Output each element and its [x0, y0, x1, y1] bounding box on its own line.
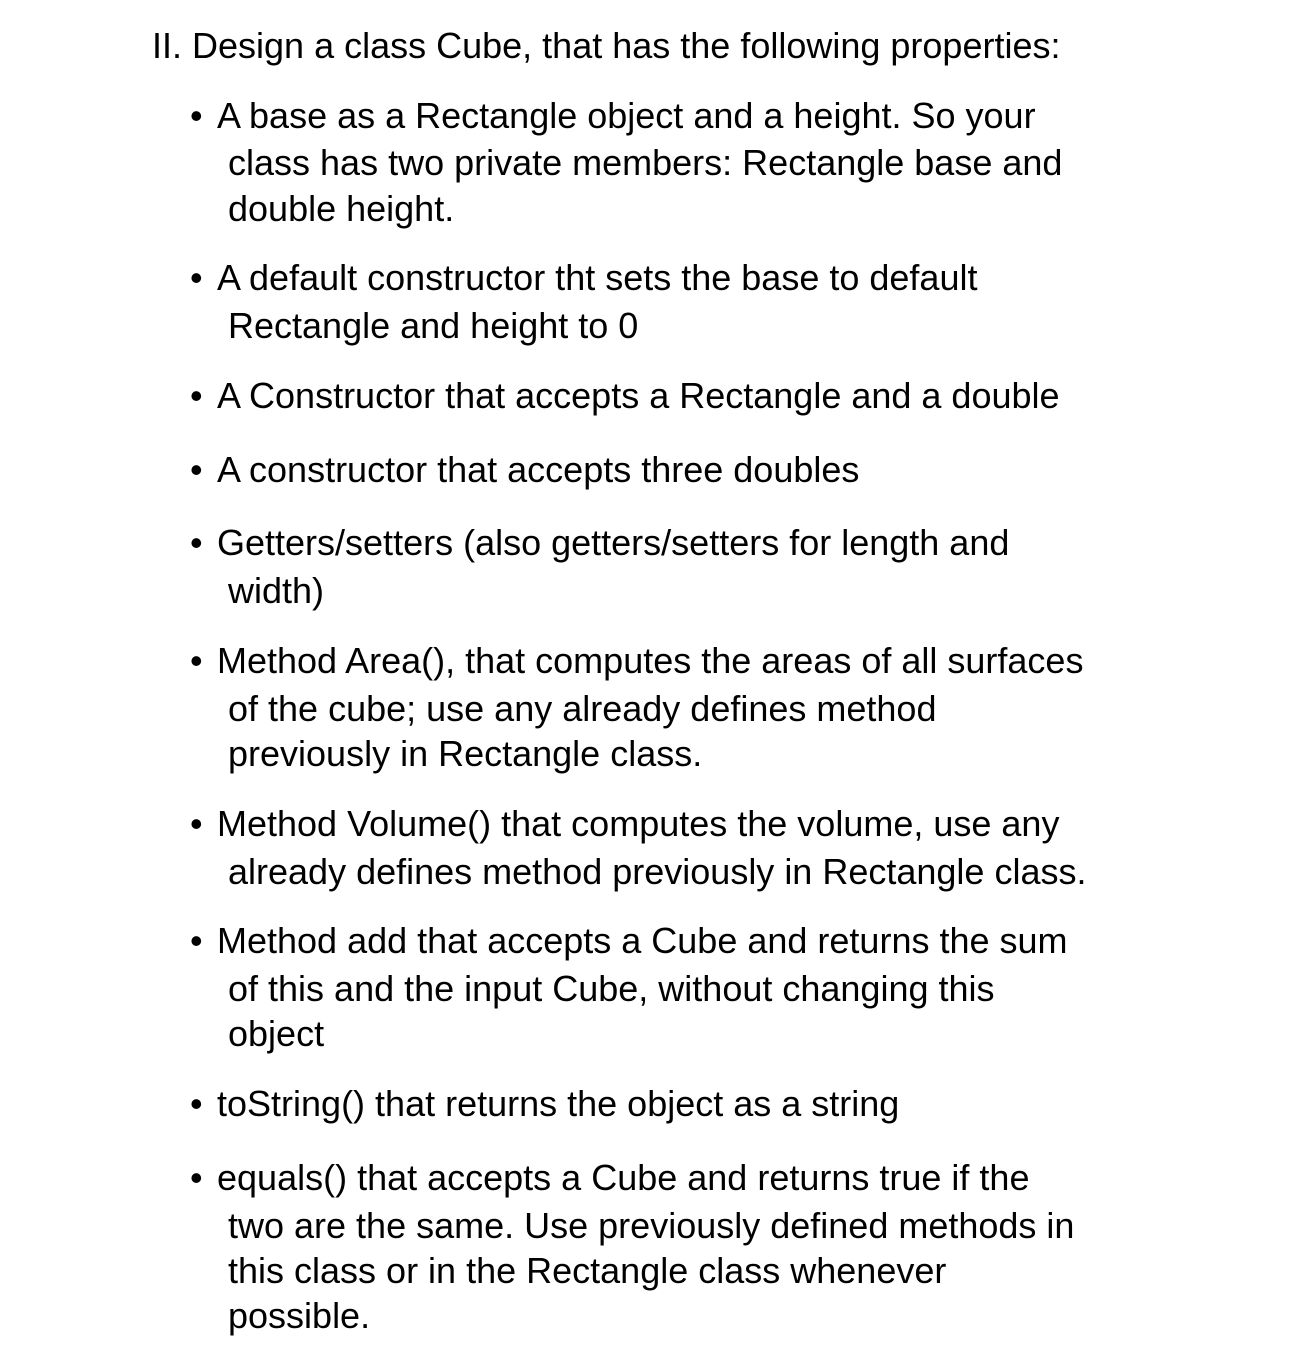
- list-item-line: Getters/setters (also getters/setters for length and: [217, 522, 1010, 563]
- list-item-line: two are the same. Use previously defined methods in: [228, 1205, 1075, 1246]
- list-item-line: class has two private members: Rectangle base and: [228, 142, 1063, 183]
- list-item-line: A default constructor tht sets the base to default: [217, 257, 978, 298]
- bullet-dot: •: [190, 449, 203, 490]
- list-item-line: of the cube; use any already defines method: [228, 688, 937, 729]
- list-item-line: A Constructor that accepts a Rectangle and a double: [217, 375, 1060, 416]
- section-heading: II. Design a class Cube, that has the following properties:: [152, 25, 1061, 66]
- bullet-dot: •: [190, 1157, 203, 1198]
- list-item-line: toString() that returns the object as a string: [217, 1083, 900, 1124]
- bullet-dot: •: [190, 257, 203, 298]
- list-item-line: already defines method previously in Rectangle class.: [228, 851, 1087, 892]
- bullet-dot: •: [190, 522, 203, 563]
- list-item-line: A base as a Rectangle object and a height. So your: [217, 95, 1036, 136]
- list-item-line: Method add that accepts a Cube and returns the sum: [217, 920, 1068, 961]
- list-item-line: possible.: [228, 1295, 371, 1336]
- list-item-line: double height.: [228, 188, 455, 229]
- bullet-dot: •: [190, 640, 203, 681]
- list-item-line: previously in Rectangle class.: [228, 733, 703, 774]
- list-item-line: object: [228, 1013, 325, 1054]
- list-item-line: Rectangle and height to 0: [228, 305, 639, 346]
- bullet-dot: •: [190, 1083, 203, 1124]
- list-item-line: equals() that accepts a Cube and returns true if the: [217, 1157, 1030, 1198]
- list-item-line: A constructor that accepts three doubles: [217, 449, 860, 490]
- list-item-line: width): [228, 570, 325, 611]
- bullet-dot: •: [190, 95, 203, 136]
- list-item-line: this class or in the Rectangle class whenever: [228, 1250, 947, 1291]
- bullet-dot: •: [190, 803, 203, 844]
- bullet-dot: •: [190, 920, 203, 961]
- list-item-line: Method Volume() that computes the volume, use any: [217, 803, 1060, 844]
- list-item-line: of this and the input Cube, without changing this: [228, 968, 995, 1009]
- list-item-line: Method Area(), that computes the areas of all surfaces: [217, 640, 1084, 681]
- bullet-dot: •: [190, 375, 203, 416]
